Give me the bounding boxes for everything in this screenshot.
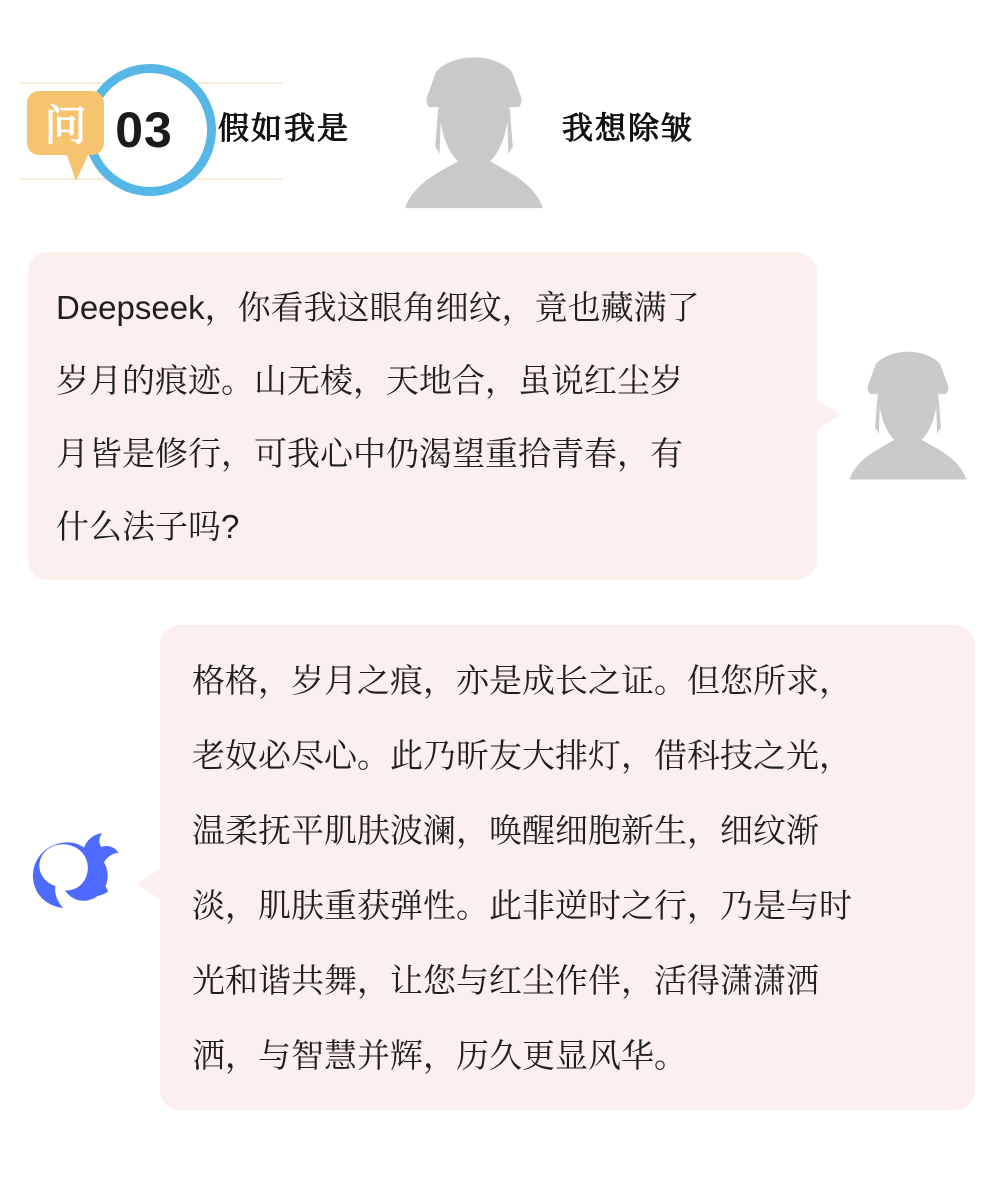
- header-title-prefix: 假如我是: [218, 111, 350, 146]
- assistant-message-line: 光和谐共舞，让您与红尘作伴，活得潇潇洒: [192, 962, 819, 999]
- user-message-line: Deepseek，你看我这眼角细纹，竟也藏满了: [56, 289, 700, 326]
- question-badge-tail: [66, 153, 89, 181]
- assistant-message-bubble: [160, 625, 975, 1110]
- user-message-line: 岁月的痕迹。山无棱，天地合，虽说红尘岁: [56, 362, 683, 399]
- assistant-message-line: 温柔抚平肌肤波澜，唤醒细胞新生，细纹渐: [192, 812, 819, 849]
- user-message-line: 月皆是修行，可我心中仍渴望重拾青春，有: [56, 435, 683, 472]
- person-silhouette-icon: [846, 348, 970, 482]
- header-title-suffix: 我想除皱: [562, 111, 694, 146]
- user-message-bubble: [28, 252, 817, 580]
- user-bubble-tail: [816, 399, 840, 431]
- person-silhouette-icon: [400, 53, 548, 211]
- question-badge-label: 问: [44, 102, 87, 149]
- assistant-message-line: 洒，与智慧并辉，历久更显风华。: [192, 1037, 687, 1074]
- assistant-message-line: 淡，肌肤重获弹性。此非逆时之行，乃是与时: [192, 887, 852, 924]
- user-message-line: 什么法子吗?: [56, 508, 240, 545]
- question-number: 03: [115, 102, 173, 158]
- deepseek-whale-icon: [30, 833, 130, 913]
- assistant-message-line: 格格，岁月之痕，亦是成长之证。但您所求，: [192, 662, 852, 699]
- assistant-bubble-tail: [137, 868, 161, 900]
- assistant-message-line: 老奴必尽心。此乃昕友大排灯，借科技之光，: [192, 737, 852, 774]
- question-badge: [27, 91, 104, 155]
